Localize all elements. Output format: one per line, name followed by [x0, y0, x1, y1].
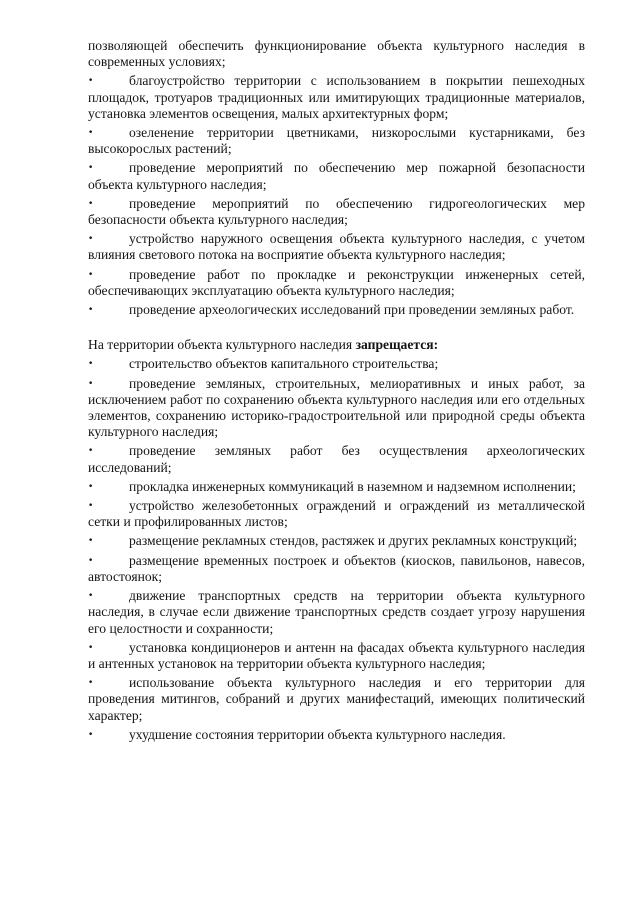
bullet-icon: • [88, 269, 94, 280]
list-item [88, 479, 585, 495]
list-item [88, 231, 585, 263]
bullet-icon: • [88, 501, 94, 512]
list-item-text: проведение мероприятий по обеспечению гидрогеологических мер безопасности объекта культурного наследия; [88, 195, 585, 228]
list-item [88, 267, 585, 299]
list-item-text: проведение земляных работ без осуществления археологических исследований; [88, 443, 585, 475]
list-item [88, 356, 585, 372]
prohibited-list [88, 356, 585, 742]
list-item [88, 498, 585, 530]
list-item-text: ухудшение состояния территории объекта культурного наследия. [129, 726, 506, 742]
bullet-icon: • [88, 729, 94, 740]
bullet-icon: • [88, 591, 94, 602]
list-item-text: озеленение территории цветниками, низкорослыми кустарниками, без высокорослых растений; [88, 125, 585, 157]
list-item-text: проведение археологических исследований при проведении земляных работ. [129, 302, 575, 318]
prohibited-heading [88, 337, 585, 353]
bullet-icon: • [88, 446, 94, 457]
list-item [88, 533, 585, 549]
list-item-text: прокладка инженерных коммуникаций в наземном и надземном исполнении; [129, 478, 576, 494]
document-body [88, 38, 585, 746]
list-item [88, 588, 585, 637]
list-item [88, 73, 585, 122]
list-item-text: размещение рекламных стендов, растяжек и других рекламных конструкций; [129, 533, 578, 549]
list-item [88, 640, 585, 672]
bullet-icon: • [88, 234, 94, 245]
list-item [88, 125, 585, 157]
bullet-icon: • [88, 678, 94, 689]
bullet-icon: • [88, 163, 94, 174]
list-item-text: размещение временных построек и объектов (киосков, павильонов, навесов, автостоянок; [88, 552, 585, 584]
list-item [88, 727, 585, 743]
bullet-icon: • [88, 536, 94, 547]
list-item-text: движение транспортных средств на территории объекта культурного наследия, в случае если движение транспортных средств создает угрозу нарушения его целостности и сохранности; [88, 588, 585, 636]
list-item [88, 196, 585, 228]
list-item-text: проведение работ по прокладке и реконструкции инженерных сетей, обеспечивающих эксплуатацию объекта культурного наследия; [88, 266, 585, 298]
list-item-text: устройство железобетонных ограждений и ограждений из металлической сетки и профилированных листов; [88, 498, 585, 530]
list-item [88, 553, 585, 585]
bullet-icon: • [88, 359, 94, 370]
list-item-text: устройство наружного освещения объекта культурного наследия, с учетом влияния светового потока на восприятие объекта культурного наследия; [88, 231, 585, 263]
bullet-icon: • [88, 198, 94, 209]
bullet-icon: • [88, 305, 94, 316]
list-item [88, 160, 585, 192]
prohibited-heading-bold: запрещается: [355, 337, 439, 353]
list-item-text: благоустройство территории с использованием в покрытии пешеходных площадок, тротуаров традиционных или имитирующих традиционные материалов, установка элементов освещения, малых архитектурных форм; [88, 73, 585, 121]
bullet-icon: • [88, 76, 94, 87]
list-item-text: проведение земляных, строительных, мелиоративных и иных работ, за исключением работ по сохранению объекта культурного наследия или его отдельных элементов, сохранению историко-градостроительной или природной среды объекта культурного наследия; [88, 375, 585, 440]
list-item [88, 443, 585, 475]
list-item [88, 376, 585, 441]
list-item-text: использование объекта культурного наследия и его территории для проведения митингов, собраний и других манифестаций, имеющих политический характер; [88, 675, 585, 723]
bullet-icon: • [88, 642, 94, 653]
list-item-text: установка кондиционеров и антенн на фасадах объекта культурного наследия и антенных установок на территории объекта культурного наследия; [88, 639, 585, 671]
bullet-icon: • [88, 555, 94, 566]
bullet-icon: • [88, 378, 94, 389]
paragraph-spacer [88, 321, 585, 337]
list-item [88, 302, 585, 318]
prohibited-heading-text: На территории объекта культурного наследия [88, 337, 356, 353]
list-item-text: проведение мероприятий по обеспечению мер пожарной безопасности объекта культурного наследия; [88, 160, 585, 192]
continuation-paragraph: позволяющей обеспечить функционирование объекта культурного наследия в современных условиях; [88, 38, 585, 70]
list-item [88, 675, 585, 724]
bullet-icon: • [88, 481, 94, 492]
allowed-list [88, 73, 585, 318]
bullet-icon: • [88, 128, 94, 139]
list-item-text: строительство объектов капитального строительства; [129, 356, 439, 372]
